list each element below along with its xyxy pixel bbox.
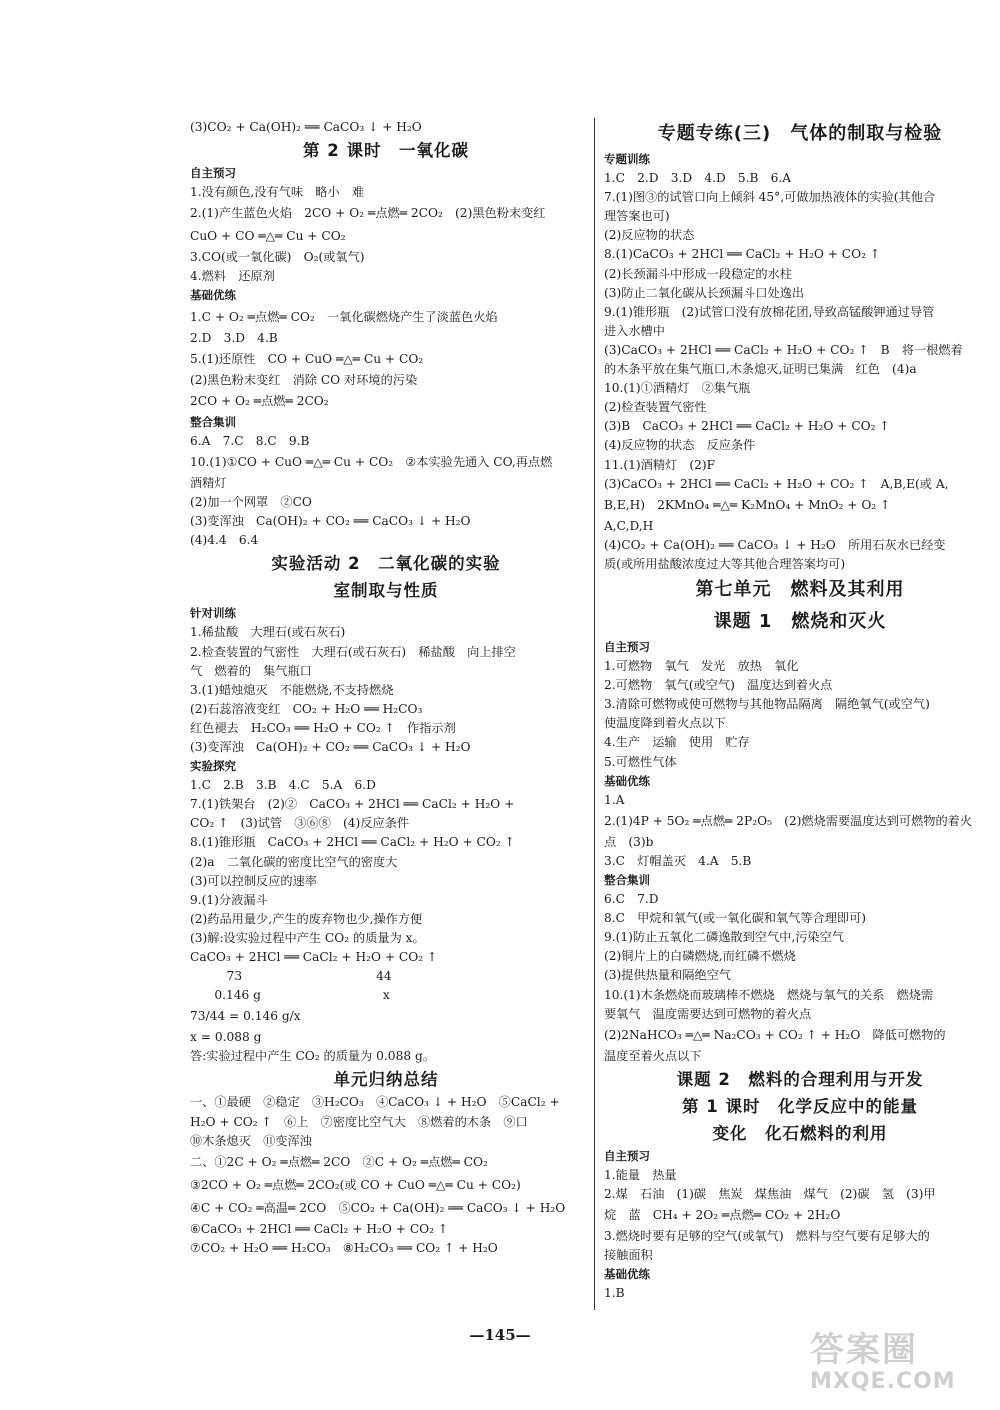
answer-line: ⑦CO₂ + H₂O ══ H₂CO₃ ⑧H₂CO₃ ══ CO₂ ↑ + H₂O (190, 1240, 498, 1255)
answer-line: CO₂ ↑ (3)试管 ③⑥⑧ (4)反应条件 (190, 816, 410, 831)
answer-line: 9.(1)锥形瓶 (2)试管口没有放棉花团,导致高锰酸钾通过导管 (604, 304, 935, 319)
section-heading: 课题 1 燃烧和灭火 (713, 610, 887, 632)
answer-line: 11.(1)酒精灯 (2)F (604, 457, 716, 472)
subsection-label: 整合集训 (190, 414, 236, 429)
answer-line: (2)2NaHCO₃ ═△═ Na₂CO₃ + CO₂ ↑ + H₂O 降低可燃物的 (604, 1027, 946, 1042)
answer-line: (3)防止二氧化碳从长颈漏斗口处逸出 (604, 285, 805, 300)
answer-line: 点 (3)b (604, 834, 654, 849)
answer-line: 1.没有颜色,没有气味 略小 难 (190, 185, 364, 200)
answer-line: 3.(1)蜡烛熄灭 不能燃烧,不支持燃烧 (190, 682, 394, 697)
answer-line: 气 燃着的 集气瓶口 (190, 663, 312, 678)
answer-line: 10.(1)①CO + CuO ═△═ Cu + CO₂ ②本实验先通入 CO,再点燃 (190, 454, 553, 469)
answer-line: ⑥CaCO₃ + 2HCl ══ CaCl₂ + H₂O + CO₂ ↑ (190, 1221, 449, 1236)
answer-line: 8.(1)CaCO₃ + 2HCl ══ CaCl₂ + H₂O + CO₂ ↑ (604, 247, 881, 262)
answer-line: 9.(1)分液漏斗 (190, 892, 268, 907)
subsection-label: 专题训练 (604, 152, 650, 166)
subsection-label: 基础优练 (604, 1267, 650, 1282)
answer-line: 2.(1)4P + 5O₂ ═点燃═ 2P₂O₅ (2)燃烧需要温度达到可燃物的着火 (604, 813, 973, 828)
answer-line: ④C + CO₂ ═高温═ 2CO ⑤CO₂ + Ca(OH)₂ ══ CaCO₃ ↓ + H₂O (190, 1200, 566, 1215)
answer-line: 1.B (604, 1286, 625, 1301)
answer-line: 73/44 = 0.146 g/x (190, 1009, 301, 1024)
subsection-label: 基础优练 (190, 288, 236, 303)
answer-line: (2)黑色粉末变红 消除 CO 对环境的污染 (190, 372, 418, 387)
subsection-label: 自主预习 (190, 166, 236, 181)
answer-line: 3.CO(或一氧化碳) O₂(或氧气) (190, 250, 365, 265)
answer-line: 6.C 7.D (604, 892, 659, 907)
answer-line: 3.燃烧时要有足够的空气(或氧气) 燃料与空气要有足够大的 (604, 1229, 930, 1244)
answer-line: (3)变浑浊 Ca(OH)₂ + CO₂ ══ CaCO₃ ↓ + H₂O (190, 739, 471, 754)
answer-line: 质(或所用盐酸浓度过大等其他合理答案均可) (604, 556, 846, 571)
answer-line: 4.生产 运输 使用 贮存 (604, 735, 750, 750)
answer-line: (3)提供热量和隔绝空气 (604, 968, 731, 983)
answer-line: CaCO₃ + 2HCl ══ CaCl₂ + H₂O + CO₂ ↑ (190, 950, 438, 964)
answer-line: 2.可燃物 氧气(或空气) 温度达到着火点 (604, 678, 833, 693)
subsection-label: 整合集训 (604, 873, 650, 887)
section-heading: 专题专练(三) 气体的制取与检验 (657, 123, 943, 144)
answer-line: (3)解:设实验过程中产生 CO₂ 的质量为 x。 (190, 930, 425, 945)
answer-line: H₂O + CO₂ ↑ ⑥上 ⑦密度比空气大 ⑧燃着的木条 ⑨口 (190, 1114, 528, 1129)
answer-line: x = 0.088 g (190, 1030, 262, 1045)
answer-line: 烷 蓝 CH₄ + 2O₂ ═点燃═ CO₂ + 2H₂O (604, 1208, 841, 1223)
answer-line: 2CO + O₂ ═点燃═ 2CO₂ (190, 393, 329, 408)
answer-line: A,C,D,H (604, 518, 654, 533)
answer-line: 理答案也可) (604, 209, 670, 224)
watermark-text-bottom: MXQE.COM (810, 1369, 956, 1394)
answer-line: 1.C 2.D 3.D 4.D 5.B 6.A (604, 171, 792, 186)
answer-line: 1.C + O₂ ═点燃═ CO₂ 一氧化碳燃烧产生了淡蓝色火焰 (190, 309, 498, 324)
answer-line: 3.C 灯帽盖灭 4.A 5.B (604, 853, 752, 868)
answer-line: (4)反应物的状态 反应条件 (604, 438, 756, 453)
answer-line: 接触面积 (604, 1248, 653, 1263)
answer-line: (4)4.4 6.4 (190, 533, 259, 548)
answer-line: (3)B CaCO₃ + 2HCl ══ CaCl₂ + H₂O + CO₂ ↑ (604, 419, 890, 434)
answer-line: (2)反应物的状态 (604, 228, 695, 243)
answer-line: 7.(1)铁架台 (2)② CaCO₃ + 2HCl ══ CaCl₂ + H₂O + (190, 797, 515, 812)
left-answer-column (190, 118, 582, 1258)
right-answer-column (604, 118, 996, 1304)
section-heading: 室制取与性质 (333, 581, 439, 601)
answer-line: (2)铜片上的白磷燃烧,而红磷不燃烧 (604, 949, 796, 964)
answer-line: 一、①最硬 ②稳定 ③H₂CO₃ ④CaCO₃ ↓ + H₂O ⑤CaCl₂ + (190, 1095, 560, 1110)
answer-line: 73 44 (190, 969, 392, 984)
section-heading: 课题 2 燃料的合理利用与开发 (676, 1069, 924, 1089)
answer-line: 要氧气 温度需要达到可燃物的着火点 (604, 1006, 812, 1021)
answer-line: 二、①2C + O₂ ═点燃═ 2CO ②C + O₂ ═点燃═ CO₂ (190, 1154, 488, 1169)
answer-line: 3.清除可燃物或使可燃物与其他物品隔离 隔绝氧气(或空气) (604, 697, 930, 712)
section-heading: 实验活动 2 二氧化碳的实验 (271, 554, 501, 574)
answer-line: (4)CO₂ + Ca(OH)₂ ══ CaCO₃ ↓ + H₂O 所用石灰水已经变 (604, 537, 946, 552)
watermark-text-top: 答案圈 (810, 1330, 918, 1370)
answer-line: 7.(1)图③的试管口向上倾斜 45°,可做加热液体的实验(其他合 (604, 190, 936, 205)
answer-line: 温度至着火点以下 (604, 1048, 702, 1063)
answer-line: (2)长颈漏斗中形成一段稳定的水柱 (604, 266, 792, 281)
subsection-label: 基础优练 (604, 773, 650, 788)
answer-line: (3)变浑浊 Ca(OH)₂ + CO₂ ══ CaCO₃ ↓ + H₂O (190, 514, 471, 529)
section-heading: 变化 化石燃料的利用 (712, 1123, 888, 1143)
answer-line: 1.A (604, 792, 625, 807)
watermark-logo (810, 1330, 990, 1400)
answer-line: 1.稀盐酸 大理石(或石灰石) (190, 625, 346, 640)
answer-line: 2.煤 石油 (1)碳 焦炭 煤焦油 煤气 (2)碳 氢 (3)甲 (604, 1187, 936, 1202)
answer-line: 9.(1)防止五氧化二磷逸散到空气中,污染空气 (604, 930, 844, 945)
subsection-label: 针对训练 (190, 606, 236, 621)
answer-line: 10.(1)①酒精灯 ②集气瓶 (604, 381, 751, 396)
answer-line: 2.检查装置的气密性 大理石(或石灰石) 稀盐酸 向上排空 (190, 644, 516, 659)
answer-line: B,E,H) 2KMnO₄ ═△═ K₂MnO₄ + MnO₂ + O₂ ↑ (604, 497, 891, 512)
answer-line: (2)药品用量少,产生的废弃物也少,操作方便 (190, 911, 423, 926)
answer-line: 答:实验过程中产生 CO₂ 的质量为 0.088 g。 (190, 1049, 435, 1064)
answer-line: 5.可燃性气体 (604, 754, 677, 769)
answer-line: 1.可燃物 氧气 发光 放热 氧化 (604, 659, 799, 674)
answer-line: (3)CaCO₃ + 2HCl ══ CaCl₂ + H₂O + CO₂ ↑ A,B,E(或 A, (604, 476, 949, 491)
answer-line: 红色褪去 H₂CO₃ ══ H₂O + CO₂ ↑ 作指示剂 (190, 720, 456, 735)
page-number: —145— (469, 1326, 531, 1344)
section-heading: 第 1 课时 化学反应中的能量 (682, 1096, 918, 1116)
answer-line: 0.146 g x (190, 988, 390, 1003)
answer-line: 酒精灯 (190, 475, 227, 490)
answer-line: 1.能量 热量 (604, 1167, 677, 1182)
answer-line: 的木条平放在集气瓶口,木条熄灭,证明已集满 红色 (4)a (604, 362, 917, 377)
answer-line: (2)加一个网罩 ②CO (190, 495, 312, 510)
answer-line: 2.D 3.D 4.B (190, 330, 278, 345)
answer-line: 10.(1)木条燃烧而玻璃棒不燃烧 燃烧与氧气的关系 燃烧需 (604, 987, 934, 1002)
answer-line: (3)CaCO₃ + 2HCl ══ CaCl₂ + H₂O + CO₂ ↑ B 将一根燃着 (604, 342, 963, 357)
answer-line: 6.A 7.C 8.C 9.B (190, 433, 310, 448)
section-heading: 第七单元 燃料及其利用 (695, 578, 905, 600)
subsection-label: 自主预习 (604, 1148, 650, 1163)
answer-line: 8.C 甲烷和氧气(或一氧化碳和氧气等合理即可) (604, 911, 867, 926)
column-divider (594, 118, 595, 1310)
subsection-label: 自主预习 (604, 639, 650, 654)
answer-line: ⑩木条熄灭 ⑪变浑浊 (190, 1133, 312, 1148)
answer-line: (3)可以控制反应的速率 (190, 873, 317, 888)
subsection-label: 实验探究 (190, 759, 236, 774)
section-heading: 第 2 课时 一氧化碳 (303, 141, 469, 161)
answer-line: (2)检查装置气密性 (604, 400, 707, 415)
answer-line: 8.(1)锥形瓶 CaCO₃ + 2HCl ══ CaCl₂ + H₂O + CO₂ ↑ (190, 835, 515, 850)
answer-line: (2)a 二氧化碳的密度比空气的密度大 (190, 854, 398, 869)
section-heading: 单元归纳总结 (333, 1070, 439, 1090)
answer-line: (3)CO₂ + Ca(OH)₂ ══ CaCO₃ ↓ + H₂O (190, 120, 422, 134)
answer-line: 进入水槽中 (604, 323, 665, 338)
answer-line: (2)石蕊溶液变红 CO₂ + H₂O ══ H₂CO₃ (190, 701, 423, 716)
answer-line: 2.(1)产生蓝色火焰 2CO + O₂ ═点燃═ 2CO₂ (2)黑色粉末变红 (190, 206, 546, 221)
answer-line: 4.燃料 还原剂 (190, 269, 275, 284)
answer-line: CuO + CO ═△═ Cu + CO₂ (190, 229, 346, 244)
answer-line: 5.(1)还原性 CO + CuO ═△═ Cu + CO₂ (190, 351, 424, 366)
answer-line: 使温度降到着火点以下 (604, 716, 726, 731)
answer-line: 1.C 2.B 3.B 4.C 5.A 6.D (190, 778, 376, 793)
answer-line: ③2CO + O₂ ═点燃═ 2CO₂(或 CO + CuO ═△═ Cu + CO₂) (190, 1177, 521, 1192)
